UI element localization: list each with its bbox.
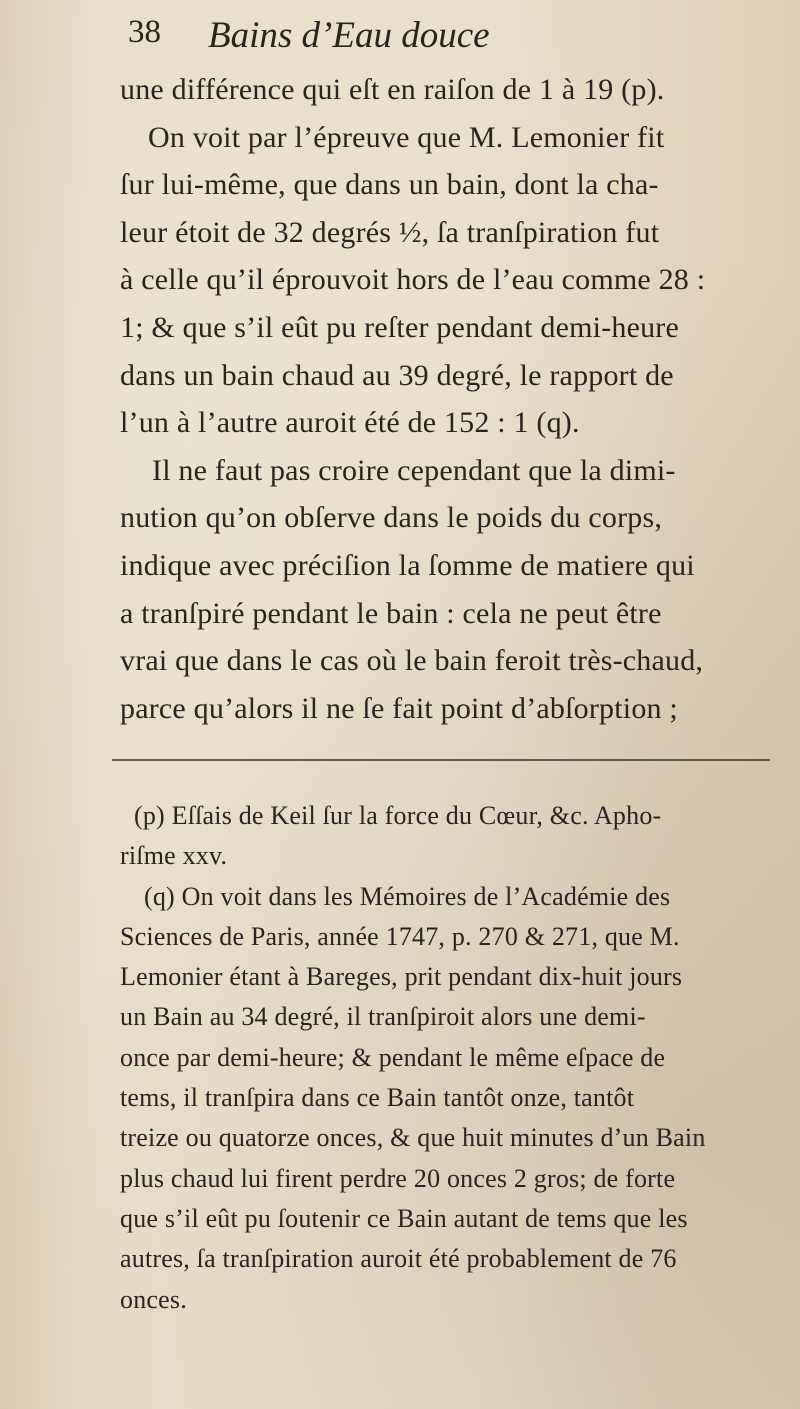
body-line: une différence qui eſt en raiſon de 1 à 19 (p). [120, 73, 665, 106]
footnote-line: Sciences de Paris, année 1747, p. 270 & 271, que M. [120, 921, 680, 951]
footnote-line: Lemonier étant à Bareges, prit pendant dix-huit jours [120, 962, 683, 992]
footnote-line: plus chaud lui firent perdre 20 onces 2 gros; de forte [120, 1163, 676, 1193]
body-line: à celle qu’il éprouvoit hors de l’eau comme 28 : [120, 263, 706, 297]
body-line: On voit par l’épreuve que M. Lemonier fit [148, 120, 665, 154]
footnote-line: (p) Eſſais de Keil ſur la force du Cœur, &c. Apho- [134, 801, 662, 830]
body-line: dans un bain chaud au 39 degré, le rapport de [120, 358, 674, 392]
footnote-line: once par demi-heure; & pendant le même eſpace de [120, 1042, 666, 1072]
body-line: Il ne faut pas croire cependant que la dimi- [152, 453, 676, 487]
footnote-line: treize ou quatorze onces, & que huit minutes d’un Bain [120, 1123, 706, 1153]
footnote-line: tems, il tranſpira dans ce Bain tantôt onze, tantôt [120, 1083, 635, 1113]
footnote-line: que s’il eût pu ſoutenir ce Bain autant de tems que les [120, 1203, 688, 1233]
footnote-line: onces. [120, 1284, 187, 1314]
body-line: 1; & que s’il eût pu reſter pendant demi-heure [120, 310, 680, 344]
page-header [128, 14, 768, 62]
footnote-line: (q) On voit dans les Mémoires de l’Académie des [144, 881, 671, 911]
body-line: indique avec préciſion la ſomme de matiere qui [120, 548, 695, 582]
body-line: ſur lui-même, que dans un bain, dont la cha- [120, 168, 659, 202]
body-line: l’un à l’autre auroit été de 152 : 1 (q). [120, 406, 580, 440]
footnote-line: un Bain au 34 degré, il tranſpiroit alors une demi- [120, 1002, 646, 1032]
page-number: 38 [128, 14, 161, 50]
footnotes [120, 796, 780, 1320]
body-line: nution qu’on obſerve dans le poids du corps, [120, 501, 663, 535]
footnote-line: autres, ſa tranſpiration auroit été probablement de 76 [120, 1244, 677, 1274]
body-line: vrai que dans le cas où le bain feroit très-chaud, [120, 644, 704, 678]
footnote-separator [112, 759, 770, 761]
running-head: Bains d’Eau douce [208, 15, 490, 56]
body-line: a tranſpiré pendant le bain : cela ne peut être [120, 596, 662, 630]
footnote-line: riſme xxv. [120, 841, 228, 871]
body-text [120, 66, 772, 732]
body-line: parce qu’alors il ne ſe fait point d’abſorption ; [120, 691, 678, 725]
body-line: leur étoit de 32 degrés ½, ſa tranſpiration fut [120, 215, 660, 249]
